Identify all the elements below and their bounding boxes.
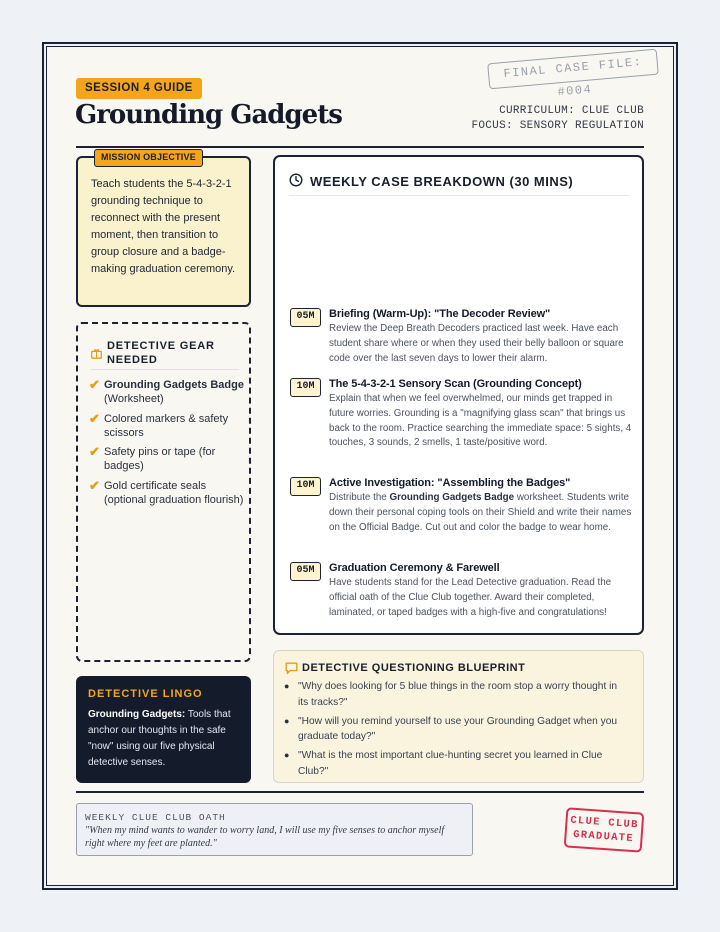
briefcase-icon bbox=[91, 346, 102, 364]
lingo-definition: Tools that anchor our thoughts in the safe "now" using our five physical detective senses. bbox=[88, 709, 231, 768]
segment-time-badge: 05M bbox=[290, 308, 321, 327]
segment-body-text: Have students stand for the Lead Detective graduation. Read the official oath of the Clue Club together. Award their completed, laminated, or taped badges with a high-five and congratulations! bbox=[329, 577, 612, 618]
bullet-icon: ● bbox=[284, 681, 290, 691]
question-list bbox=[284, 679, 629, 783]
detective-gear-title: DETECTIVE GEAR NEEDED bbox=[107, 340, 215, 366]
checkmark-icon: ✔ bbox=[89, 410, 100, 426]
gear-item bbox=[89, 412, 245, 440]
gear-item-text: Gold certificate seals (optional graduation flourish) bbox=[104, 479, 244, 506]
segment-body bbox=[329, 392, 632, 451]
mission-objective-text: Teach students the 5-4-3-2-1 grounding technique to reconnect with the present moment, then transition to group closure and a badge-making graduation ceremony. bbox=[91, 178, 236, 275]
segment-heading: The 5-4-3-2-1 Sensory Scan (Grounding Concept) bbox=[329, 378, 582, 390]
gear-list bbox=[89, 378, 245, 512]
question-text: "What is the most important clue-hunting secret you learned in Clue Club?" bbox=[298, 750, 603, 777]
segment-time-badge: 05M bbox=[290, 562, 321, 581]
header-meta bbox=[471, 104, 644, 134]
gear-item-text: (Worksheet) bbox=[104, 393, 164, 405]
segment-time-badge: 10M bbox=[290, 378, 321, 397]
final-case-file-stamp: FINAL CASE FILE: #004 bbox=[487, 49, 659, 90]
questioning-blueprint-title: DETECTIVE QUESTIONING BLUEPRINT bbox=[302, 662, 526, 674]
clue-club-graduate-stamp bbox=[564, 807, 645, 852]
weekly-divider bbox=[289, 195, 629, 196]
segment-heading: Active Investigation: "Assembling the Badges" bbox=[329, 477, 571, 489]
stamp-line-2: GRADUATE bbox=[572, 828, 635, 846]
segment-body-text: worksheet. Students write down their personal coping tools on their Shield and write their names on the Official Badge. Cut out and color the badge to wear home. bbox=[329, 492, 632, 533]
page-title: Grounding Gadgets bbox=[75, 100, 342, 130]
gear-item bbox=[89, 479, 245, 507]
oath-text: "When my mind wants to wander to worry land, I will use my five senses to anchor myself right where my feet are planted." bbox=[85, 825, 445, 849]
lingo-term: Grounding Gadgets: bbox=[88, 709, 186, 720]
checkmark-icon: ✔ bbox=[89, 477, 100, 493]
oath-label: WEEKLY CLUE CLUB OATH bbox=[85, 812, 226, 823]
segment-body-text: Distribute the bbox=[329, 492, 390, 503]
bullet-icon: ● bbox=[284, 715, 290, 726]
mission-objective-tag: MISSION OBJECTIVE bbox=[94, 149, 203, 167]
detective-lingo-title: DETECTIVE LINGO bbox=[88, 688, 203, 700]
bullet-icon: ● bbox=[284, 750, 290, 760]
segment-heading: Graduation Ceremony & Farewell bbox=[329, 562, 500, 574]
segment-heading: Briefing (Warm-Up): "The Decoder Review" bbox=[329, 308, 551, 320]
segment-body-text: Explain that when we feel overwhelmed, our minds get trapped in future worries. Grounding is a "magnifying glass scan" that brings us back to the room. Practice searching the immediate space: 5 sights, 4 touches, 3 sounds, 2 smells, 1 taste/positive word. bbox=[329, 393, 632, 449]
weekly-case-breakdown-card bbox=[273, 155, 644, 635]
stamp-line-1: CLUE CLUB bbox=[569, 814, 640, 832]
weekly-case-breakdown-title: WEEKLY CASE BREAKDOWN (30 MINS) bbox=[310, 174, 574, 189]
clock-icon bbox=[289, 173, 303, 192]
segment-body-text: Review the Deep Breath Decoders practiced last week. Have each student share where or when they used their belly balloon or square code over the last seven days to lower their alarm. bbox=[329, 323, 624, 364]
segment-body-bold: Grounding Gadgets Badge bbox=[389, 492, 515, 503]
detective-lingo-text bbox=[88, 707, 240, 771]
gear-item bbox=[89, 445, 245, 473]
gear-item-text: Colored markers & safety scissors bbox=[104, 412, 229, 439]
checkmark-icon: ✔ bbox=[89, 377, 100, 392]
focus-label: FOCUS: SENSORY REGULATION bbox=[471, 120, 644, 132]
question-item bbox=[284, 714, 629, 745]
speech-bubble-icon bbox=[285, 662, 298, 680]
segment-body bbox=[329, 576, 632, 620]
segment-body bbox=[329, 322, 632, 366]
gear-item-text: Safety pins or tape (for badges) bbox=[104, 446, 216, 472]
gear-item-bold: Grounding Gadgets Badge bbox=[104, 379, 244, 391]
question-item bbox=[284, 679, 629, 710]
questioning-blueprint-card bbox=[273, 650, 644, 783]
header-divider bbox=[76, 146, 644, 148]
mission-objective-card bbox=[76, 152, 251, 307]
question-item bbox=[284, 748, 629, 779]
gear-item bbox=[89, 378, 245, 406]
session-badge: SESSION 4 GUIDE bbox=[76, 78, 202, 99]
curriculum-label: CURRICULUM: CLUE CLUB bbox=[499, 105, 644, 117]
checkmark-icon: ✔ bbox=[89, 444, 100, 459]
segment-time-badge: 10M bbox=[290, 477, 321, 496]
detective-lingo-card bbox=[76, 676, 251, 783]
weekly-oath-box bbox=[76, 803, 473, 856]
detective-gear-card bbox=[76, 322, 251, 662]
segment-body bbox=[329, 491, 632, 535]
question-text: "Why does looking for 5 blue things in the room stop a worry thought in its tracks?" bbox=[298, 681, 618, 708]
question-text: "How will you remind yourself to use your Grounding Gadget when you graduate today?" bbox=[298, 715, 618, 742]
footer-divider bbox=[76, 791, 644, 793]
gear-divider bbox=[91, 369, 239, 370]
